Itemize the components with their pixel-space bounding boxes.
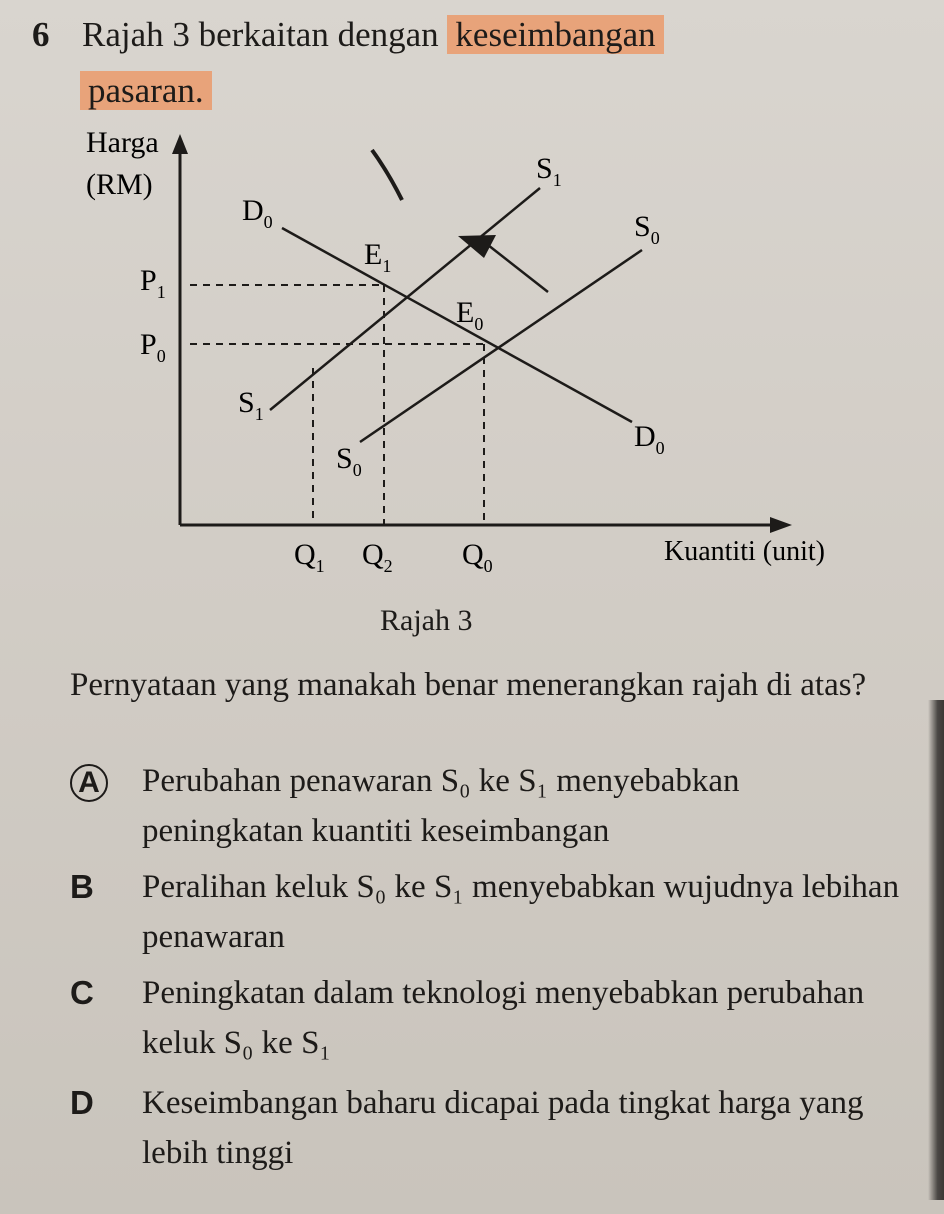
- supply-curve-s1: [270, 188, 540, 410]
- question-prompt: Pernyataan yang manakah benar menerangkan rajah di atas?: [70, 667, 867, 703]
- option-b-letter: B: [70, 868, 94, 905]
- highlighted-term-2: pasaran.: [80, 71, 212, 110]
- market-equilibrium-figure: [0, 120, 944, 640]
- option-c[interactable]: [70, 968, 910, 1068]
- question-stem-line2: [80, 68, 212, 114]
- option-c-letter: C: [70, 974, 94, 1011]
- y-axis-label-line1: Harga: [86, 126, 159, 159]
- x-axis-arrow-icon: [770, 517, 792, 533]
- s0-top-label: $S_0$: [634, 210, 660, 248]
- option-b[interactable]: [70, 862, 910, 962]
- figure-caption: Rajah 3: [380, 604, 473, 637]
- d0-top-label: $D_0$: [242, 194, 273, 232]
- page-edge-shadow: [928, 700, 944, 1200]
- question-heading: [32, 12, 912, 58]
- option-a[interactable]: [70, 756, 910, 856]
- option-d-text: Keseimbangan baharu dicapai pada tingkat harga yang lebih tinggi: [142, 1085, 864, 1171]
- s1-bottom-label: $S_1$: [238, 386, 264, 424]
- y-axis-arrow-icon: [172, 134, 188, 154]
- question-number: 6: [32, 15, 50, 54]
- q1-label: $Q_1$: [294, 538, 325, 576]
- p0-label: $P_0$: [140, 328, 166, 366]
- option-a-letter: [70, 756, 142, 806]
- question-stem: Rajah 3 berkaitan dengan: [82, 15, 448, 54]
- s1-top-label: $S_1$: [536, 152, 562, 190]
- x-axis-label: Kuantiti (unit): [664, 536, 825, 567]
- option-a-text: Perubahan penawaran S₀ ke S₁ menyebabkan peningkatan kuantiti keseimbangan: [142, 763, 740, 849]
- supply-demand-chart: [0, 120, 944, 640]
- selected-answer-circle-icon: A: [70, 764, 108, 802]
- y-axis-label-line2: (RM): [86, 168, 153, 201]
- option-c-text: Peningkatan dalam teknologi menyebabkan perubahan keluk S₀ ke S₁: [142, 975, 865, 1061]
- pencil-stroke: [372, 150, 402, 200]
- supply-curve-s0: [360, 250, 642, 442]
- q2-label: $Q_2$: [362, 538, 393, 576]
- option-d[interactable]: [70, 1078, 910, 1178]
- p1-label: $P_1$: [140, 264, 166, 302]
- option-b-text: Peralihan keluk S₀ ke S₁ menyebabkan wujudnya lebihan penawaran: [142, 869, 900, 955]
- d0-bottom-label: $D_0$: [634, 420, 665, 458]
- e0-label: $E_0$: [456, 296, 484, 334]
- s0-bottom-label: $S_0$: [336, 442, 362, 480]
- option-d-letter: D: [70, 1084, 94, 1121]
- q0-label: $Q_0$: [462, 538, 493, 576]
- e1-label: $E_1$: [364, 238, 392, 276]
- shift-arrow: [488, 245, 548, 292]
- highlighted-term: keseimbangan: [447, 15, 663, 54]
